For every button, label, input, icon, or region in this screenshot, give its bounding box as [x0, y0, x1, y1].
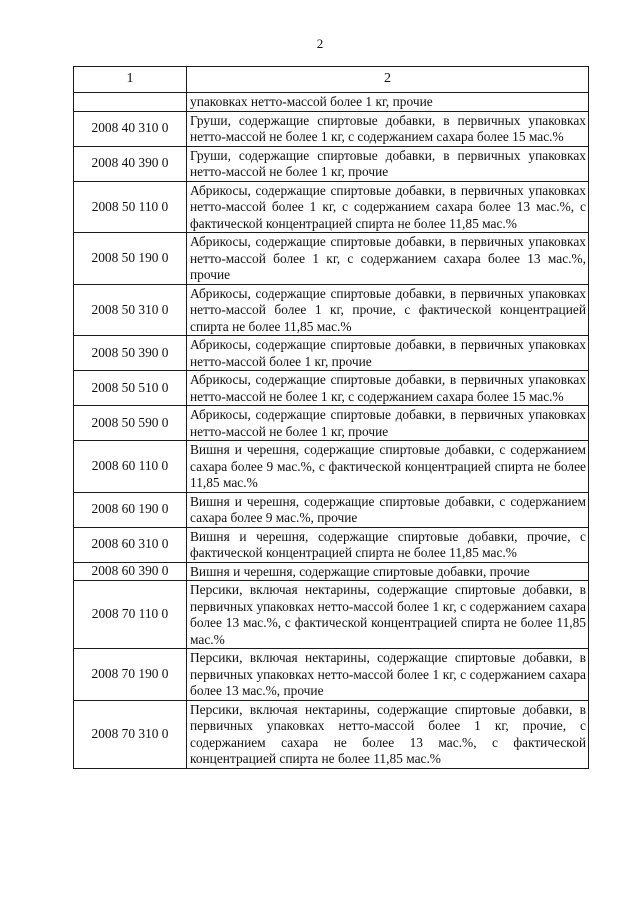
table-row: [74, 111, 589, 146]
code-cell: 2008 70 190 0: [74, 649, 187, 701]
description-cell: упаковках нетто-массой более 1 кг, прочие: [187, 93, 589, 112]
table-row: [74, 581, 589, 649]
description-cell: Персики, включая нектарины, содержащие спиртовые добавки, в первичных упаковках нетто-массой более 1 кг, с содержанием сахара более 13 мас.%, прочие: [187, 649, 589, 701]
table-row: [74, 441, 589, 493]
code-cell: 2008 40 390 0: [74, 146, 187, 181]
description-cell: Вишня и черешня, содержащие спиртовые добавки, прочие, с фактической концентрацией спирта не более 11,85 мас.%: [187, 527, 589, 562]
code-cell: 2008 50 590 0: [74, 406, 187, 441]
code-cell: 2008 60 310 0: [74, 527, 187, 562]
code-cell: 2008 40 310 0: [74, 111, 187, 146]
table-row: [74, 700, 589, 768]
code-cell: 2008 50 390 0: [74, 336, 187, 371]
code-cell: 2008 50 190 0: [74, 233, 187, 285]
code-cell: 2008 60 390 0: [74, 562, 187, 581]
table-row: [74, 527, 589, 562]
code-cell: 2008 70 110 0: [74, 581, 187, 649]
code-cell: 2008 50 510 0: [74, 371, 187, 406]
table-row: [74, 336, 589, 371]
description-cell: Вишня и черешня, содержащие спиртовые добавки, прочие: [187, 562, 589, 581]
code-cell: 2008 50 310 0: [74, 284, 187, 336]
table-row: [74, 371, 589, 406]
description-cell: Абрикосы, содержащие спиртовые добавки, в первичных упаковках нетто-массой более 1 кг, с содержанием сахара более 13 мас.%, с фактической концентрацией спирта не более 11,85 мас.%: [187, 181, 589, 233]
description-cell: Груши, содержащие спиртовые добавки, в первичных упаковках нетто-массой не более 1 кг, прочие: [187, 146, 589, 181]
description-cell: Абрикосы, содержащие спиртовые добавки, в первичных упаковках нетто-массой более 1 кг, прочие: [187, 336, 589, 371]
description-cell: Персики, включая нектарины, содержащие спиртовые добавки, в первичных упаковках нетто-массой более 1 кг, прочие, с содержанием сахара не более 13 мас.%, с фактической концентрацией спирта не более 11,85 мас.%: [187, 700, 589, 768]
description-cell: Груши, содержащие спиртовые добавки, в первичных упаковках нетто-массой не более 1 кг, с содержанием сахара более 15 мас.%: [187, 111, 589, 146]
code-cell: 2008 60 190 0: [74, 492, 187, 527]
table-row: [74, 562, 589, 581]
description-cell: Вишня и черешня, содержащие спиртовые добавки, с содержанием сахара более 9 мас.%, прочие: [187, 492, 589, 527]
table-row: [74, 649, 589, 701]
description-cell: Абрикосы, содержащие спиртовые добавки, в первичных упаковках нетто-массой не более 1 кг, прочие: [187, 406, 589, 441]
description-cell: Вишня и черешня, содержащие спиртовые добавки, с содержанием сахара более 9 мас.%, с фактической концентрацией спирта не более 11,85 мас.%: [187, 441, 589, 493]
table-row: [74, 181, 589, 233]
table-row: [74, 406, 589, 441]
page-number: 2: [316, 36, 324, 51]
code-cell: [74, 93, 187, 112]
table-row: [74, 146, 589, 181]
tariff-code-table: [73, 66, 589, 769]
column-header-code: 1: [74, 67, 187, 93]
code-cell: 2008 70 310 0: [74, 700, 187, 768]
description-cell: Персики, включая нектарины, содержащие спиртовые добавки, в первичных упаковках нетто-массой более 1 кг, с содержанием сахара более 13 мас.%, с фактической концентрацией спирта не более 11,85 мас.%: [187, 581, 589, 649]
table-row: [74, 93, 589, 112]
code-cell: 2008 60 110 0: [74, 441, 187, 493]
table-row: [74, 492, 589, 527]
column-header-description: 2: [187, 67, 589, 93]
table-row: [74, 284, 589, 336]
description-cell: Абрикосы, содержащие спиртовые добавки, в первичных упаковках нетто-массой более 1 кг, прочие, с фактической концентрацией спирта не более 11,85 мас.%: [187, 284, 589, 336]
description-cell: Абрикосы, содержащие спиртовые добавки, в первичных упаковках нетто-массой более 1 кг, с содержанием сахара более 13 мас.%, прочие: [187, 233, 589, 285]
table-header-row: [74, 67, 589, 93]
description-cell: Абрикосы, содержащие спиртовые добавки, в первичных упаковках нетто-массой не более 1 кг, с содержанием сахара более 15 мас.%: [187, 371, 589, 406]
code-cell: 2008 50 110 0: [74, 181, 187, 233]
table-row: [74, 233, 589, 285]
